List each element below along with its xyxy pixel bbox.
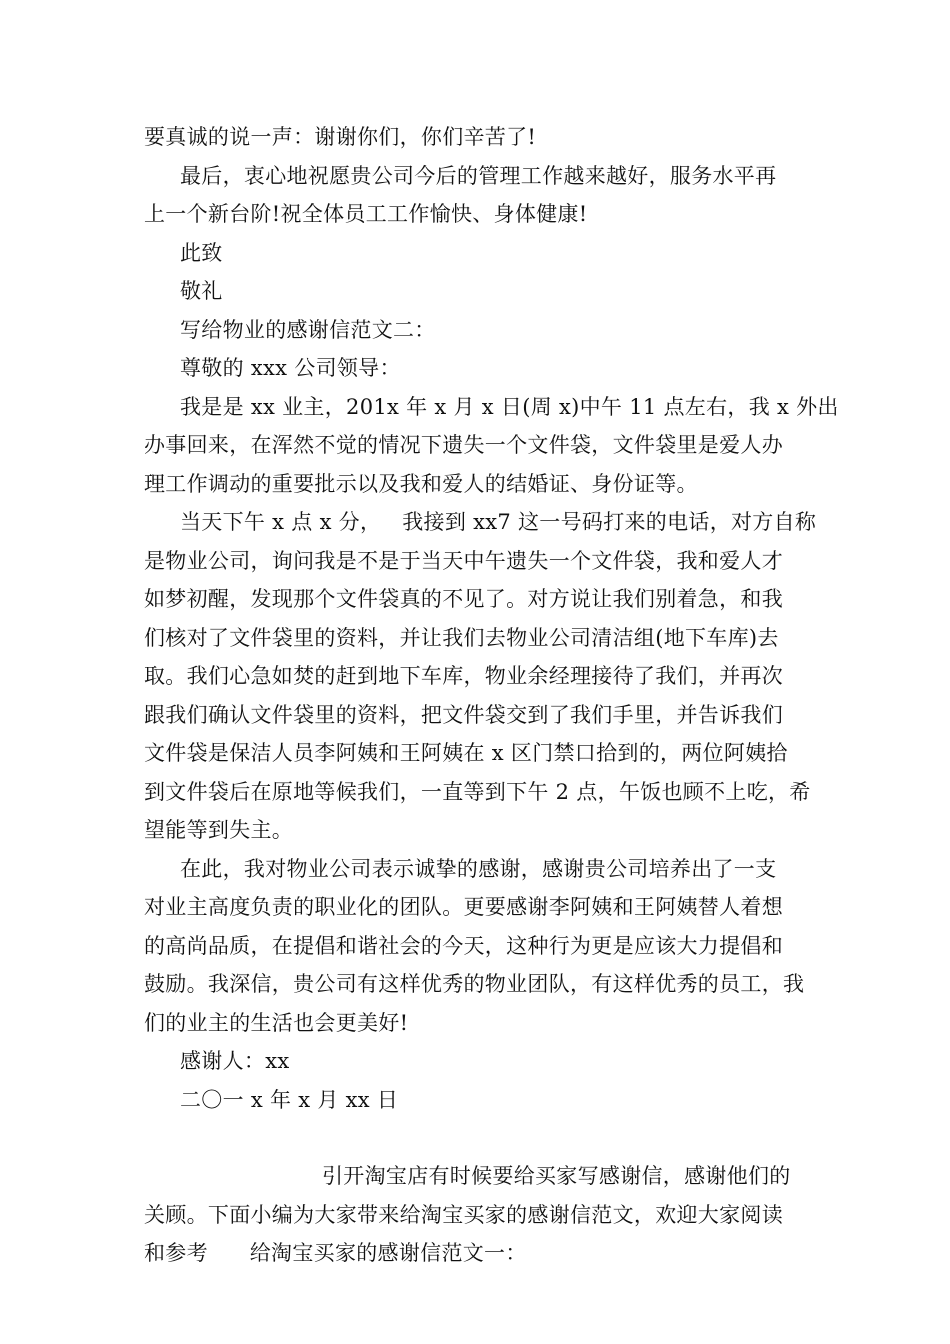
paragraph-line: 当天下午 x 点 x 分， 我接到 xx7 这一号码打来的电话，对方自称 — [180, 510, 817, 534]
paragraph-line: 对业主高度负责的职业化的团队。更要感谢李阿姨和王阿姨替人着想 — [144, 895, 783, 919]
letter2-paragraph-1 — [144, 388, 839, 504]
letter2-date: 二〇一 x 年 x 月 xx 日 — [180, 1087, 399, 1112]
closing-wish-line-1: 最后，衷心地祝愿贵公司今后的管理工作越来越好，服务水平再 — [180, 163, 777, 188]
paragraph-line: 鼓励。我深信，贵公司有这样优秀的物业团队，有这样优秀的员工，我 — [144, 972, 805, 996]
letter2-paragraph-2 — [144, 503, 817, 850]
paragraph-line: 的高尚品质，在提倡和谐社会的今天，这种行为更是应该大力提倡和 — [144, 933, 783, 958]
paragraph-line: 办事回来，在浑然不觉的情况下遗失一个文件袋，文件袋里是爱人办 — [144, 433, 783, 457]
paragraph-line: 们的业主的生活也会更美好! — [144, 1010, 409, 1035]
paragraph-line: 取。我们心急如焚的赶到地下车库，物业余经理接待了我们，并再次 — [144, 664, 783, 688]
paragraph-line: 我是是 xx 业主，201x 年 x 月 x 日(周 x)中午 11 点左右，我 x 外出 — [180, 394, 839, 419]
paragraph-line: 理工作调动的重要批示以及我和爱人的结婚证、身份证等。 — [144, 471, 698, 496]
letter2-paragraph-3 — [144, 850, 809, 1043]
paragraph-line: 是物业公司，询问我是不是于当天中午遗失一个文件袋，我和爱人才 — [144, 548, 783, 573]
paragraph-line: 望能等到失主。 — [144, 818, 294, 842]
letter2-greeting: 尊敬的 xxx 公司领导： — [180, 356, 401, 380]
salute-line-1: 此致 — [180, 240, 223, 265]
paragraph-line: 如梦初醒，发现那个文件袋真的不见了。对方说让我们别着急，和我 — [144, 587, 783, 611]
paragraph-line: 到文件袋后在原地等候我们，一直等到下午 2 点，午饭也顾不上吃，希 — [144, 779, 811, 804]
intro-line-1: 引开淘宝店有时候要给买家写感谢信，感谢他们的 — [322, 1164, 791, 1188]
closing-wish-line-2: 上一个新台阶!祝全体员工工作愉快、身体健康! — [144, 202, 588, 226]
document-page — [144, 118, 839, 1273]
letter2-signer: 感谢人：xx — [180, 1049, 290, 1073]
letter1-tail-line: 要真诚的说一声：谢谢你们，你们辛苦了! — [144, 125, 537, 149]
letter2-heading: 写给物业的感谢信范文二： — [180, 317, 436, 342]
section-gap — [144, 1119, 809, 1157]
paragraph-line: 们核对了文件袋里的资料，并让我们去物业公司清洁组(地下车库)去 — [144, 625, 779, 650]
intro-line-2: 关顾。下面小编为大家带来给淘宝买家的感谢信范文，欢迎大家阅读 — [144, 1202, 783, 1227]
paragraph-line: 文件袋是保洁人员李阿姨和王阿姨在 x 区门禁口拾到的，两位阿姨拾 — [144, 741, 788, 765]
intro-line-3: 和参考 给淘宝买家的感谢信范文一： — [144, 1241, 527, 1265]
paragraph-line: 在此，我对物业公司表示诚挚的感谢，感谢贵公司培养出了一支 — [180, 856, 777, 881]
salute-line-2: 敬礼 — [180, 279, 223, 303]
paragraph-line: 跟我们确认文件袋里的资料，把文件袋交到了我们手里，并告诉我们 — [144, 702, 783, 727]
